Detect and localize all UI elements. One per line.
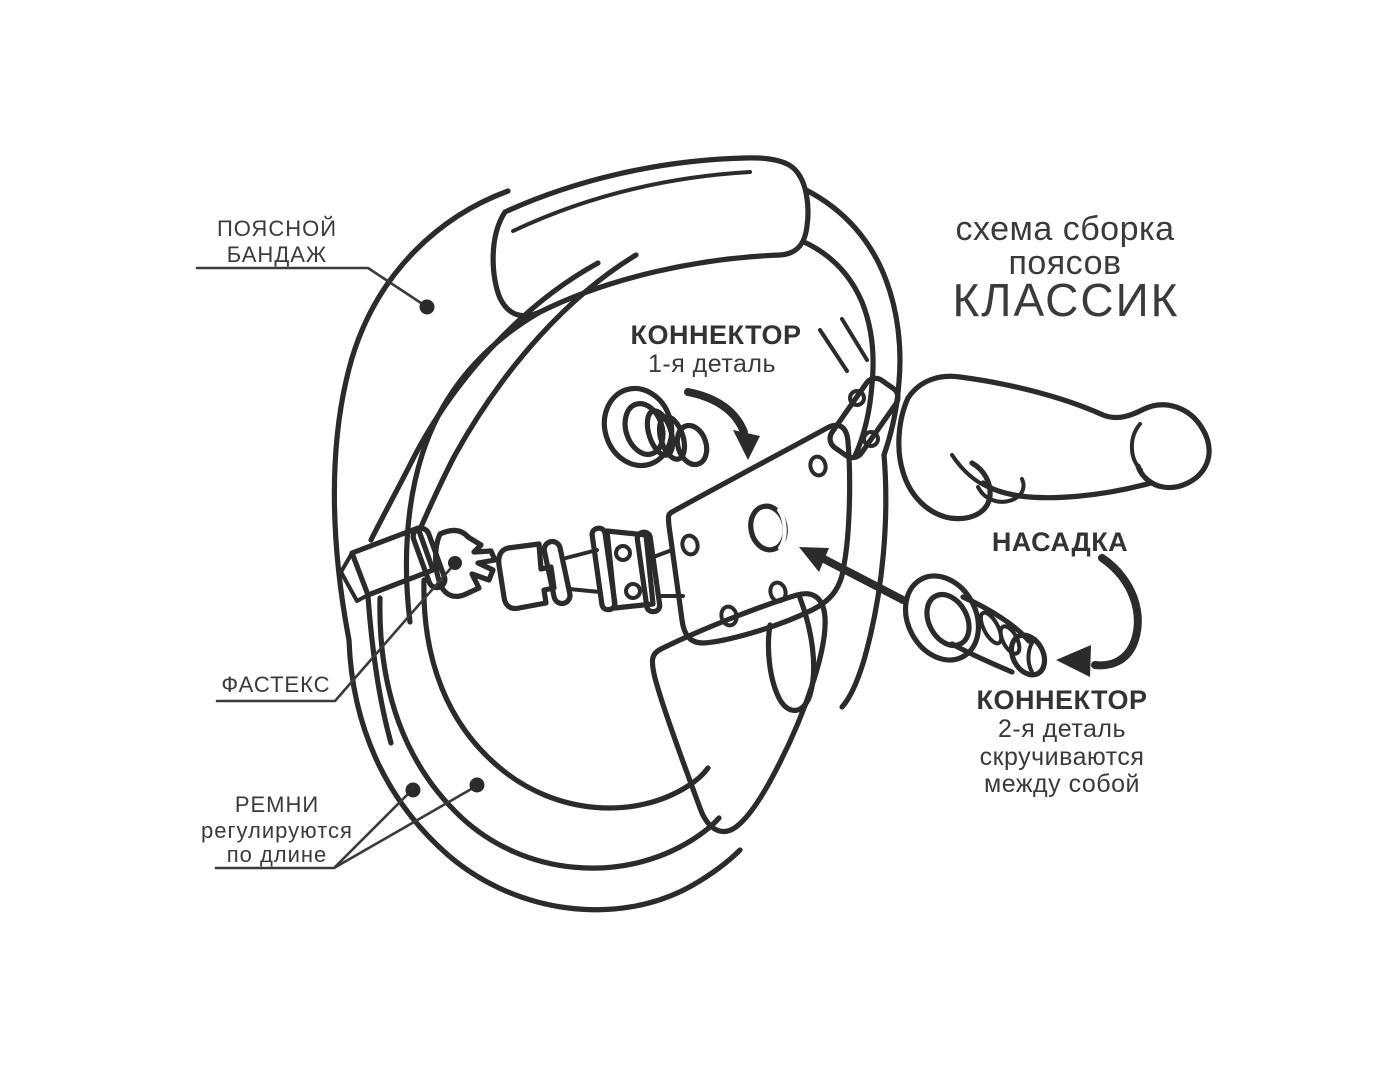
connector2-label-line3: скручиваются	[979, 743, 1145, 771]
leader-waist-band	[197, 268, 424, 305]
crotch-pad	[652, 594, 825, 832]
connector2-label-title: КОННЕКТОР	[976, 685, 1148, 715]
connector1-label-title: КОННЕКТОР	[630, 320, 802, 350]
arrow-attachment-to-connector	[1095, 558, 1138, 665]
connector2-label-line4: между собой	[984, 770, 1140, 798]
leg-straps	[349, 580, 740, 910]
title-line3: КЛАССИК	[952, 274, 1180, 326]
title-line2: поясов	[1008, 244, 1122, 282]
text-labels	[201, 210, 1179, 867]
connector1-label-subtitle: 1-я деталь	[647, 350, 777, 378]
waist-band-label-line2: БАНДАЖ	[226, 242, 328, 267]
straps-label-line3: по длине	[226, 842, 328, 867]
connector-second-part	[891, 563, 1051, 680]
strap-slider-left	[566, 527, 683, 612]
dildo-attachment	[899, 376, 1209, 518]
connector2-label-line2: 2-я деталь	[997, 715, 1127, 743]
straps-label-line1: РЕМНИ	[234, 792, 320, 817]
straps-label-line2: регулируются	[201, 818, 353, 843]
waist-band-label-line1: ПОЯСНОЙ	[216, 216, 338, 241]
fastex-label: ФАСТЕКС	[221, 672, 331, 697]
title-line1: схема сборка	[955, 210, 1175, 248]
attachment-label: НАСАДКА	[991, 527, 1129, 557]
